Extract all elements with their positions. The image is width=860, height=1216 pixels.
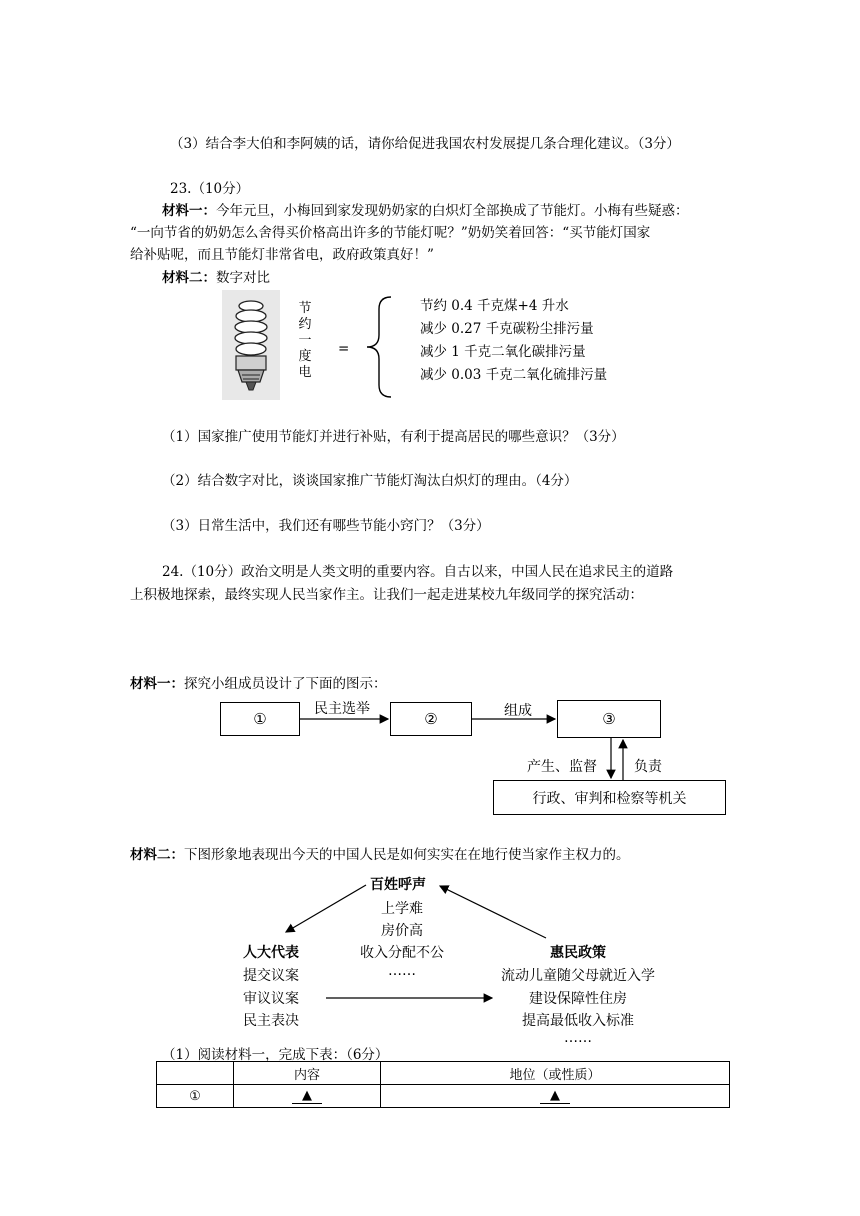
people-voice-title: 百姓呼声 [370,877,426,893]
policy-item-2: 建设保障性住房 [529,991,627,1007]
vertical-label-5: 电 [298,365,312,380]
q23-header: 23.（10分） [170,181,250,197]
table-header-status: 地位（或性质） [381,1062,730,1085]
q24-intro-line1: 24.（10分）政治文明是人类文明的重要内容。自古以来，中国人民在追求民主的道路 [162,564,674,580]
saving-item-2: 减少 0.27 千克碳粉尘排污量 [420,321,594,337]
answer-blank-content: ▲ [292,1089,322,1104]
up-arrow-label: 负责 [634,759,662,775]
npc-deputy-item-2: 审议议案 [243,991,299,1007]
answer-blank-status: ▲ [540,1089,570,1104]
q22-part3: （3）结合李大伯和李阿姨的话，请你给促进我国农村发展提几条合理化建议。（3分） [170,136,680,152]
people-voice-item-2: 房价高 [381,923,423,939]
down-arrow-label: 产生、监督 [527,759,597,775]
arrow-voice-to-deputy [286,885,366,932]
q23-question2: （2）结合数字对比，谈谈国家推广节能灯淘汰白炽灯的理由。（4分） [162,473,578,489]
q23-question3: （3）日常生活中，我们还有哪些节能小窍门？（3分） [162,518,490,534]
vertical-label-1: 节 [298,301,312,316]
policy-item-1: 流动儿童随父母就近入学 [501,968,655,984]
npc-deputy-item-3: 民主表决 [243,1013,299,1029]
people-voice-item-3: 收入分配不公 [360,945,444,961]
q23-question1: （1）国家推广使用节能灯并进行补贴，有利于提高居民的哪些意识？（3分） [162,429,625,445]
table-cell-content[interactable] [234,1085,381,1108]
policy-item-4: …… [564,1030,592,1046]
table-cell-label: ① [157,1085,234,1108]
equals-sign: = [338,341,350,357]
q24-material2-label: 材料二： [130,847,184,863]
answer-table [156,1061,730,1108]
q23-material1-line2: “一向节省的奶奶怎么舍得买价格高出许多的节能灯呢？”奶奶笑着回答：“买节能灯国家 [130,225,651,241]
material1-label: 材料一： [162,203,216,219]
saving-item-4: 减少 0.03 千克二氧化硫排污量 [420,367,608,383]
diagram-box-3: ③ [557,700,661,738]
arrow-policy-to-voice [440,886,546,938]
saving-item-3: 减少 1 千克二氧化碳排污量 [420,344,586,360]
table-row [157,1085,730,1108]
table-header-empty [157,1062,234,1085]
table-cell-status[interactable] [381,1085,730,1108]
diagram2-arrows [0,860,860,1040]
q24-question1: （1）阅读材料一，完成下表：（6分） [162,1047,389,1063]
vertical-label-2: 约 [298,317,312,332]
diagram-bottom-box: 行政、审判和检察等机关 [493,780,726,815]
table-header-row [157,1062,730,1085]
table-header-content: 内容 [234,1062,381,1085]
arrow2-label: 组成 [504,703,532,719]
q23-material1-line3: 给补贴呢，而且节能灯非常省电，政府政策真好！” [130,247,434,263]
policy-title: 惠民政策 [550,945,606,961]
material1-text: 今年元旦，小梅回到家发现奶奶家的白炽灯全部换成了节能灯。小梅有些疑惑： [216,203,689,219]
npc-deputy-title: 人大代表 [243,945,299,961]
arrow1-label: 民主选举 [314,701,370,717]
vertical-label-4: 度 [298,349,312,364]
q24-material2-text: 下图形象地表现出今天的中国人民是如何实实在在地行使当家作主权力的。 [184,847,630,863]
material2-label: 材料二： [162,270,216,286]
diagram-box-2: ② [390,702,472,736]
people-voice-item-4: …… [388,963,416,979]
vertical-label-3: 一 [298,333,312,348]
saving-item-1: 节约 0.4 千克煤+4 升水 [420,298,569,314]
material2-text: 数字对比 [216,270,270,286]
q24-material1-label: 材料一： [130,676,184,692]
people-voice-item-1: 上学难 [381,901,423,917]
policy-item-3: 提高最低收入标准 [522,1013,634,1029]
q24-intro-line2: 上积极地探索，最终实现人民当家作主。让我们一起走进某校九年级同学的探究活动： [130,587,643,603]
npc-deputy-item-1: 提交议案 [243,968,299,984]
diagram-box-1: ① [220,702,300,736]
q24-material1-text: 探究小组成员设计了下面的图示： [184,676,387,692]
